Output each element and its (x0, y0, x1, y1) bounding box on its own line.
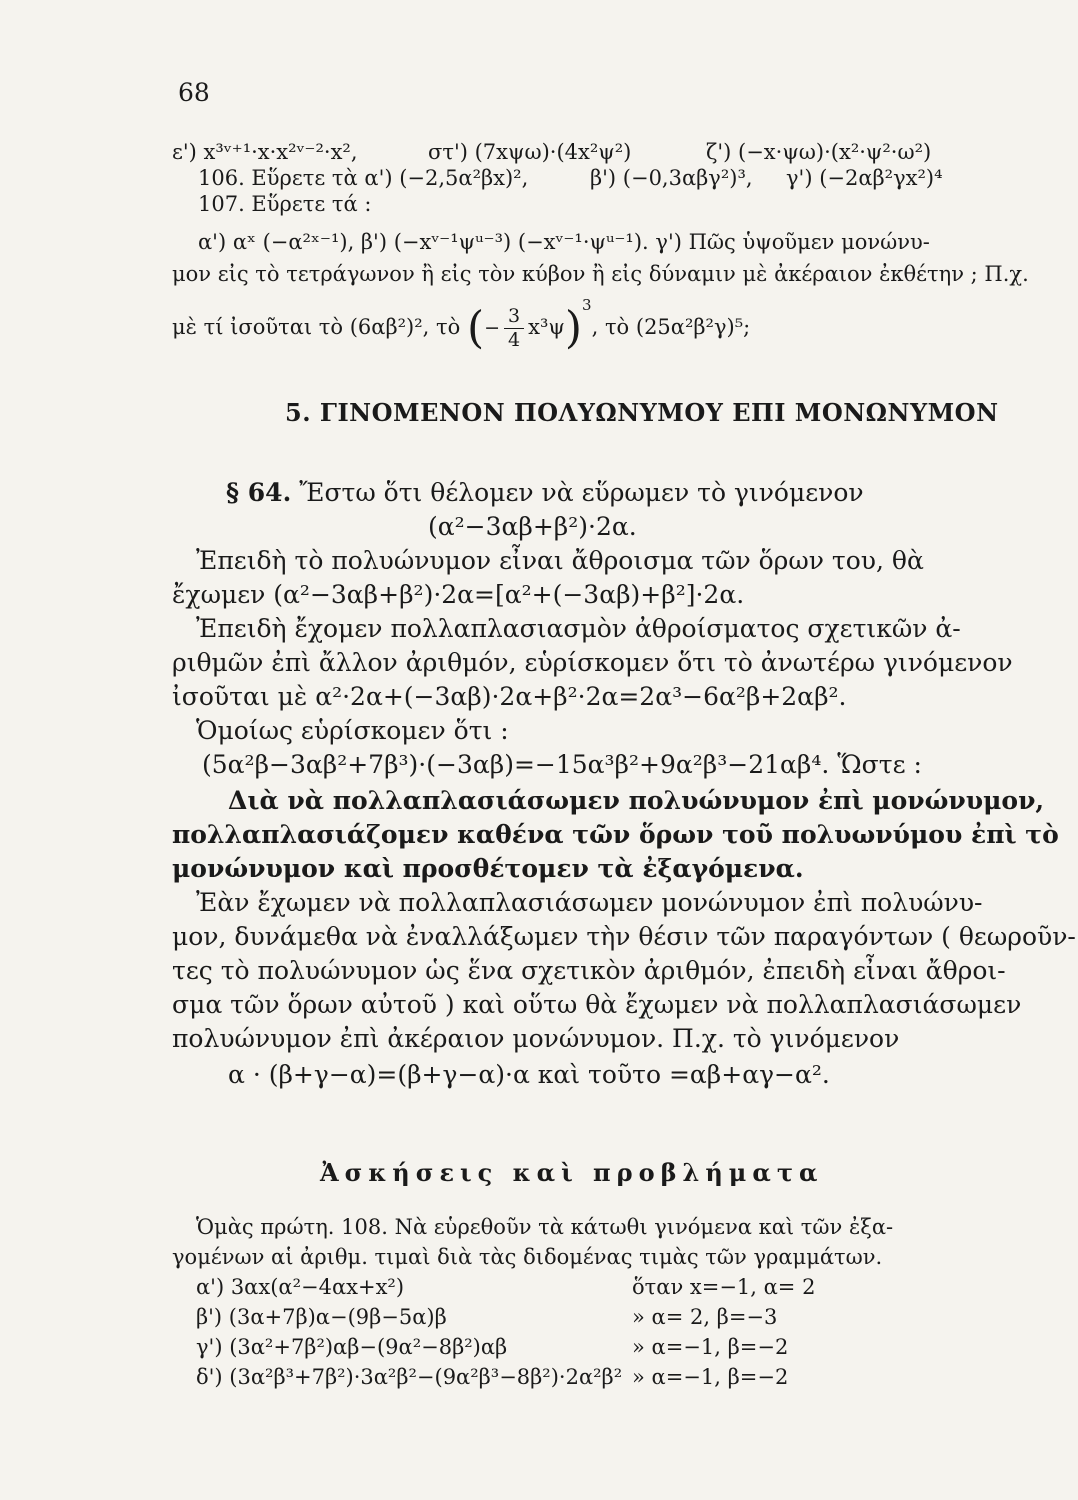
rule-line-2: πολλαπλασιάζομεν καθένα τῶν ὅρων τοῦ πολυωνύμου ἐπὶ τὸ (172, 820, 1059, 849)
page-number: 68 (178, 78, 210, 107)
exercise-item-cond: » α=−1, β=−2 (632, 1365, 789, 1389)
formula-1: (α²−3αβ+β²)·2α. (428, 512, 637, 541)
text-line: σμα τῶν ὅρων αὐτοῦ ) καὶ οὕτω θὰ ἔχωμεν νὰ πολλαπλασιάσωμεν (172, 990, 1022, 1019)
text-line: ριθμῶν ἐπὶ ἄλλον ἀριθμόν, εὑρίσκομεν ὅτι τὸ ἀνωτέρω γινόμενον (172, 648, 1013, 677)
exercise-item-cond: » α= 2, β=−3 (632, 1305, 778, 1329)
exercise-st: στ') (7xψω)·(4x²ψ²) (428, 140, 632, 164)
fraction-rest: x³ψ (528, 315, 565, 339)
exercise-item-expr: α') 3αx(α²−4αx+x²) (196, 1275, 405, 1299)
text-line: (5α²β−3αβ²+7β³)·(−3αβ)=−15α³β²+9α²β³−21αβ⁴. Ὥστε : (202, 750, 922, 779)
exercise-106-a: 106. Εὕρετε τὰ α') (−2,5α²βx)², (198, 166, 529, 190)
paragraph-64-text: Ἔστω ὅτι θέλομεν νὰ εὕρωμεν τὸ γινόμενον (299, 478, 864, 507)
exercise-item-expr: δ') (3α²β³+7β²)·3α²β²−(9α²β³−8β²)·2α²β² (196, 1365, 623, 1389)
text-line: τες τὸ πολυώνυμον ὡς ἕνα σχετικὸν ἀριθμόν, ἐπειδὴ εἶναι ἄθροι- (172, 956, 1006, 985)
exercise-107-line3: μὲ τί ἰσοῦται τὸ (6αβ²)², τὸ (− $\frac{3}{4}$ x³ψ)$^3$, τὸ (25α²β²γ)⁵; (172, 296, 751, 354)
exercise-107-line3-b: , τὸ (25α²β²γ)⁵; (591, 315, 751, 339)
exercises-intro-2: γομένων αἱ ἀριθμ. τιμαὶ διὰ τὰς διδομένας τιμὰς τῶν γραμμάτων. (172, 1245, 883, 1269)
exercises-heading: Ἀσκήσεις καὶ προβλήματα (320, 1158, 824, 1187)
close-paren: ) (564, 302, 583, 354)
paragraph-64-start (226, 478, 864, 507)
text-line: Ἐπειδὴ τὸ πολυώνυμον εἶναι ἄθροισμα τῶν ὅρων του, θὰ (196, 546, 924, 575)
fraction-numerator: 3 (504, 307, 524, 329)
exercise-106-c: γ') (−2αβ²γx²)⁴ (786, 166, 943, 190)
text-line: Ὁμοίως εὑρίσκομεν ὅτι : (196, 716, 509, 745)
power: 3 (582, 296, 592, 314)
exercise-item-cond: ὅταν x=−1, α= 2 (632, 1275, 816, 1299)
section-title: 5. ΓΙΝΟΜΕΝΟΝ ΠΟΛΥΩΝΥΜΟΥ ΕΠΙ ΜΟΝΩΝΥΜΟΝ (285, 398, 999, 427)
exercises-intro-1: Ὁμὰς πρώτη. 108. Νὰ εὑρεθοῦν τὰ κάτωθι γινόμενα καὶ τῶν ἐξα- (196, 1215, 894, 1239)
text-line: α · (β+γ−α)=(β+γ−α)·α καὶ τοῦτο =αβ+αγ−α². (228, 1060, 830, 1089)
exercise-item-expr: γ') (3α²+7β²)αβ−(9α²−8β²)αβ (196, 1335, 508, 1359)
text-line: ἔχωμεν (α²−3αβ+β²)·2α=[α²+(−3αβ)+β²]·2α. (172, 580, 745, 609)
fraction-denominator: 4 (508, 329, 521, 351)
open-paren: ( (466, 302, 485, 354)
text-line: μον, δυνάμεθα νὰ ἐναλλάξωμεν τὴν θέσιν τῶν παραγόντων ( θεωροῦν- (172, 922, 1076, 951)
exercise-107-line1: α') αˣ (−α²ˣ⁻¹), β') (−xᵛ⁻¹ψᵘ⁻³) (−xᵛ⁻¹·ψᵘ⁻¹). γ') Πῶς ὑψοῦμεν μονώνυ- (198, 230, 930, 254)
fraction (504, 307, 524, 350)
paragraph-number: § 64. (226, 478, 292, 507)
exercise-106-b: β') (−0,3αβγ²)³, (590, 166, 753, 190)
exercise-item-cond: » α=−1, β=−2 (632, 1335, 789, 1359)
text-line: Ἐὰν ἔχωμεν νὰ πολλαπλασιάσωμεν μονώνυμον ἐπὶ πολυώνυ- (196, 888, 983, 917)
text-line: Ἐπειδὴ ἔχομεν πολλαπλασιασμὸν ἀθροίσματος σχετικῶν ἀ- (196, 614, 961, 643)
exercise-item-expr: β') (3α+7β)α−(9β−5α)β (196, 1305, 447, 1329)
text-line: ἰσοῦται μὲ α²·2α+(−3αβ)·2α+β²·2α=2α³−6α²β+2αβ². (172, 682, 847, 711)
rule-line-1: Διὰ νὰ πολλαπλασιάσωμεν πολυώνυμον ἐπὶ μονώνυμον, (228, 786, 1045, 815)
text-line: πολυώνυμον ἐπὶ ἀκέραιον μονώνυμον. Π.χ. τὸ γινόμενον (172, 1024, 900, 1053)
rule-line-3: μονώνυμον καὶ προσθέτομεν τὰ ἐξαγόμενα. (172, 854, 804, 883)
exercise-107-line2: μον εἰς τὸ τετράγωνον ἢ εἰς τὸν κύβον ἢ εἰς δύναμιν μὲ ἀκέραιον ἐκθέτην ; Π.χ. (172, 262, 1029, 286)
exercise-e: ε') x³ᵛ⁺¹·x·x²ᵛ⁻²·x², (172, 140, 358, 164)
exercise-107-line3-a: μὲ τί ἰσοῦται τὸ (6αβ²)², τὸ (172, 315, 461, 339)
exercise-z: ζ') (−x·ψω)·(x²·ψ²·ω²) (706, 140, 932, 164)
exercise-107-title: 107. Εὕρετε τά : (198, 192, 372, 216)
